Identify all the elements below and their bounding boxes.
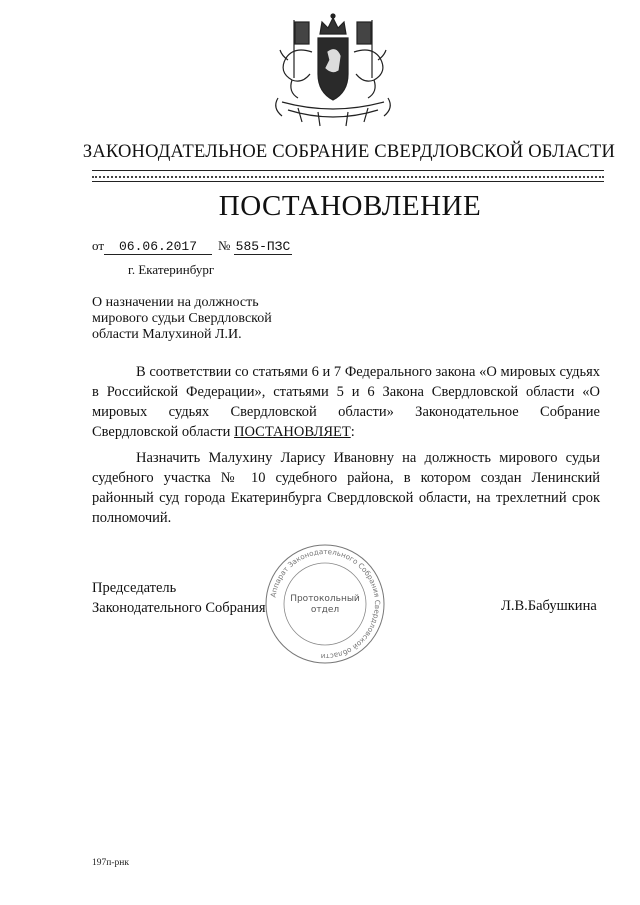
body-paragraph xyxy=(92,362,600,442)
header-rule-bottom xyxy=(92,181,604,182)
stamp-inner-line: Протокольный xyxy=(290,594,360,604)
document-number: 585-ПЗС xyxy=(235,239,291,254)
header-rule-dotted xyxy=(92,176,604,178)
body-paragraph: Назначить Малухину Ларису Ивановну на должность мирового судьи судебного участка № 10 судебного района, в котором создан Ленинский районный суд города Екатеринбурга Свердловской области, на трехлетний срок полномочий. xyxy=(92,450,600,526)
subject-line: мирового судьи Свердловской xyxy=(92,311,272,326)
city: г. Екатеринбург xyxy=(128,262,215,277)
date-number-line xyxy=(92,238,292,255)
number-prefix: № xyxy=(218,238,231,253)
signatory-name: Л.В.Бабушкина xyxy=(501,598,597,614)
subject-line: области Малухиной Л.И. xyxy=(92,327,242,342)
organization-name: ЗАКОНОДАТЕЛЬНОЕ СОБРАНИЕ СВЕРДЛОВСКОЙ ОБЛАСТИ xyxy=(82,142,616,162)
stamp-ring-text: Аппарат Законодательного Собрания Свердловской области xyxy=(268,546,383,662)
paragraph-punctuation: : xyxy=(350,424,355,440)
stamp-inner-text xyxy=(286,594,364,616)
date-prefix: от xyxy=(92,238,105,253)
coat-of-arms-emblem xyxy=(258,12,408,130)
position-line: Законодательного Собрания xyxy=(92,600,266,616)
stamp-inner-line: отдел xyxy=(310,605,340,615)
signatory-position xyxy=(92,578,266,618)
subject-block xyxy=(92,295,272,343)
paragraph-text: В соответствии со статьями 6 и 7 Федерального закона «О мировых судьях в Российской Федерации», статьями 5 и 6 Закона Свердловской области «О мировых судьях Свердловской области» Законодательное Собрание Свердловской области xyxy=(92,364,600,440)
footer-code: 197п-рнк xyxy=(92,858,129,868)
header-rule-top xyxy=(92,170,604,171)
resolves-keyword: ПОСТАНОВЛЯЕТ xyxy=(234,424,351,440)
subject-line: О назначении на должность xyxy=(92,295,259,310)
document-date: 06.06.2017 xyxy=(104,239,212,255)
document-title: ПОСТАНОВЛЕНИЕ xyxy=(218,190,482,222)
position-line: Председатель xyxy=(92,580,177,596)
body-text xyxy=(92,362,600,534)
